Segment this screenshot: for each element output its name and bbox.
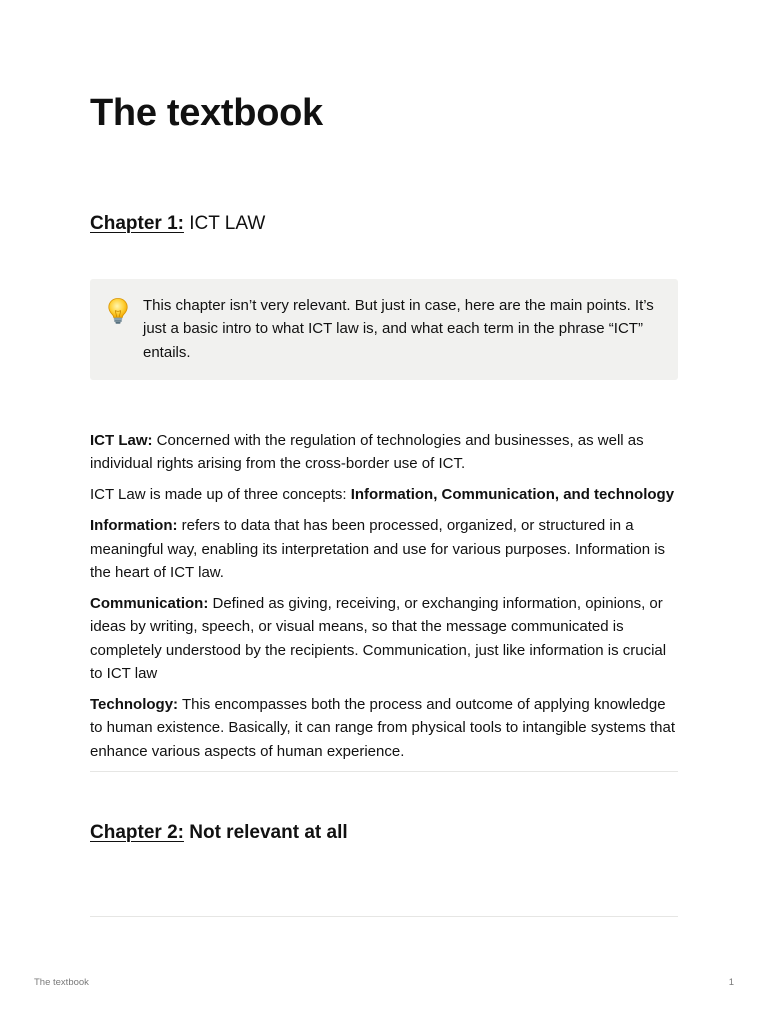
chapter-1-title: ICT LAW <box>189 213 266 234</box>
definition-information: refers to data that has been processed, organized, or structured in a meaningful way, enabling its interpretation and use for various purposes. Information is the heart of ICT law. <box>90 517 666 582</box>
footer-page-number: 1 <box>728 977 734 988</box>
paragraph-technology <box>90 693 680 763</box>
lightbulb-icon <box>106 297 130 325</box>
chapter-2-title: Not relevant at all <box>189 822 348 843</box>
callout-box <box>90 279 678 380</box>
callout-text: This chapter isn’t very relevant. But just in case, here are the main points. It’s just a basic intro to what ICT law is, and what each term in the phrase “ICT” entails. <box>143 297 654 361</box>
chapter-2-link[interactable]: Chapter 2: <box>90 822 184 843</box>
definition-technology: This encompasses both the process and outcome of applying knowledge to human existence. Basically, it can range from physical tools to intangible systems that enhance various aspects of human experience. <box>90 696 676 760</box>
divider <box>90 916 678 917</box>
term-ict-law: ICT Law: <box>90 432 153 449</box>
footer-document-title: The textbook <box>34 977 89 988</box>
paragraph-communication <box>90 592 680 685</box>
chapter-2-heading <box>90 822 348 844</box>
chapter-1-content <box>90 429 680 771</box>
term-communication: Communication: <box>90 595 209 613</box>
page-title: The textbook <box>90 92 323 134</box>
concepts-list: Information, Communication, and technology <box>350 486 675 504</box>
paragraph-concepts <box>90 483 680 506</box>
definition-communication: Defined as giving, receiving, or exchanging information, opinions, or ideas by writing, speech, or visual means, so that the message communicated is completely understood by the recipients. Communication, just like information is crucial to ICT law <box>90 595 667 683</box>
definition-ict-law: Concerned with the regulation of technologies and businesses, as well as individual rights arising from the cross-border use of ICT. <box>90 432 644 473</box>
chapter-1-link[interactable]: Chapter 1: <box>90 213 184 234</box>
paragraph-information <box>90 514 680 584</box>
concepts-lead: ICT Law is made up of three concepts: <box>90 486 351 504</box>
term-technology: Technology: <box>90 696 179 714</box>
divider <box>90 771 678 772</box>
paragraph-ict-law <box>90 429 680 476</box>
term-information: Information: <box>90 517 178 535</box>
chapter-1-heading <box>90 213 265 235</box>
